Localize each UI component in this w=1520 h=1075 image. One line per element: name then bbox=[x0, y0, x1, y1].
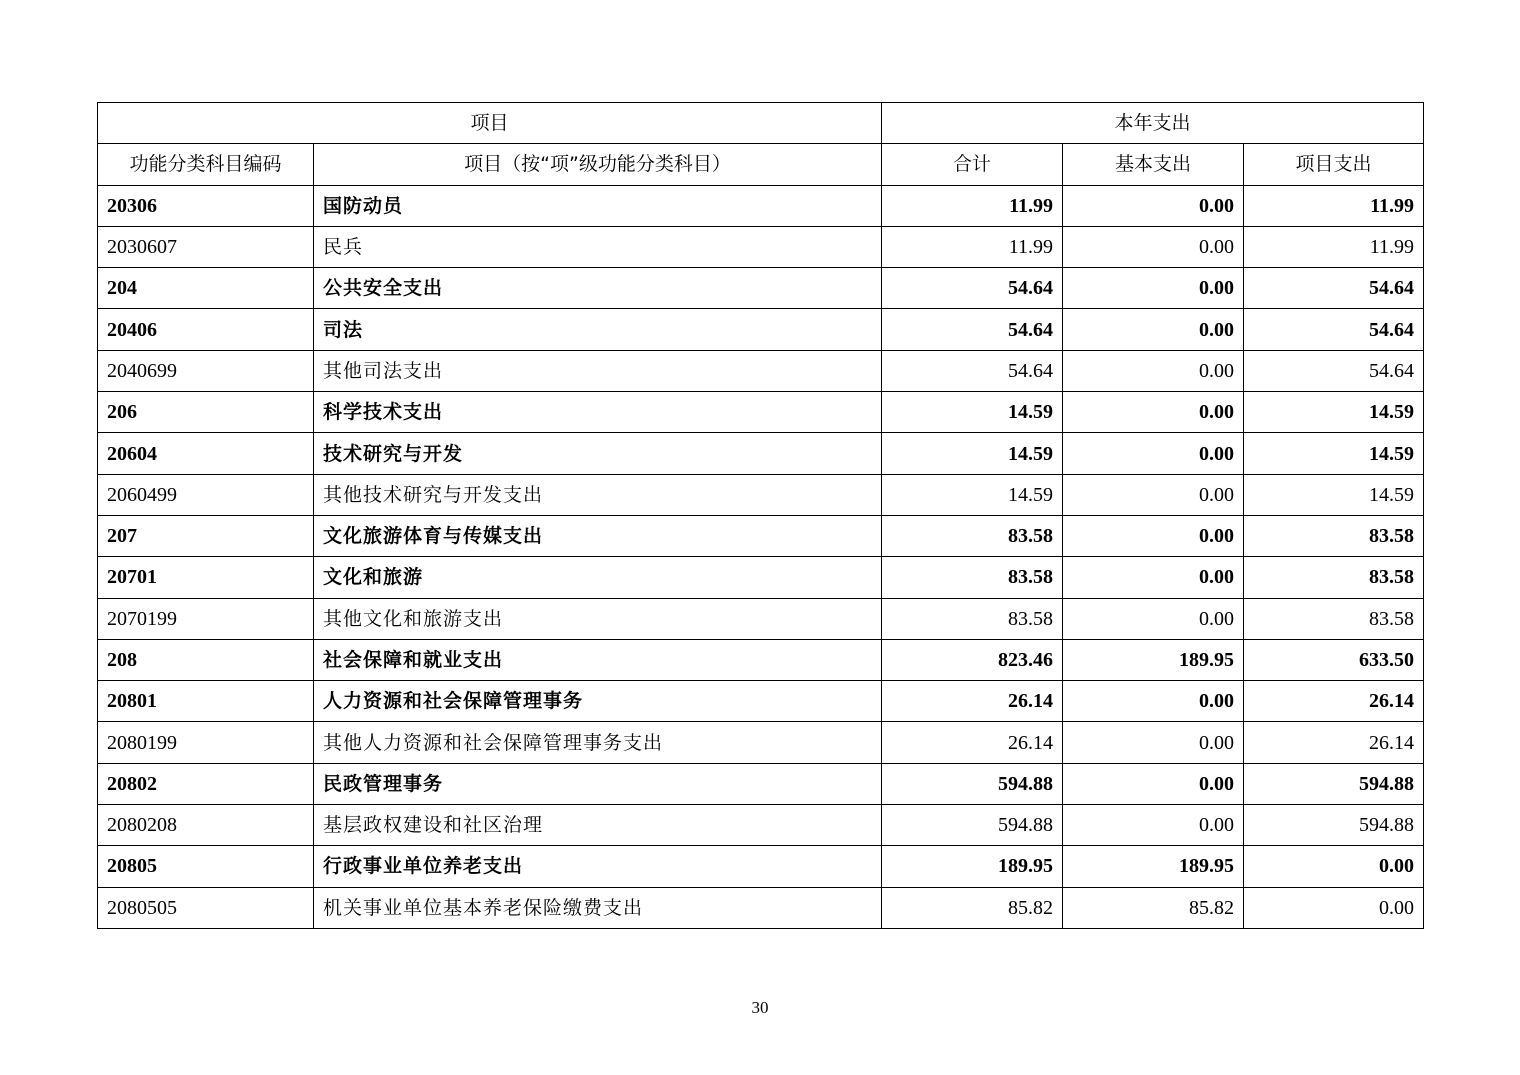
row-program: 594.88 bbox=[1244, 805, 1424, 846]
row-name: 司法 bbox=[314, 309, 882, 350]
row-code: 20802 bbox=[98, 763, 314, 804]
row-program: 54.64 bbox=[1244, 268, 1424, 309]
row-program: 83.58 bbox=[1244, 515, 1424, 556]
row-program: 83.58 bbox=[1244, 598, 1424, 639]
row-basic: 0.00 bbox=[1063, 805, 1244, 846]
table-body bbox=[98, 185, 1424, 928]
row-name: 文化旅游体育与传媒支出 bbox=[314, 515, 882, 556]
table-row bbox=[98, 309, 1424, 350]
row-basic: 0.00 bbox=[1063, 557, 1244, 598]
row-name: 文化和旅游 bbox=[314, 557, 882, 598]
row-total: 11.99 bbox=[882, 226, 1063, 267]
row-total: 85.82 bbox=[882, 887, 1063, 928]
row-name: 机关事业单位基本养老保险缴费支出 bbox=[314, 887, 882, 928]
row-basic: 189.95 bbox=[1063, 846, 1244, 887]
row-name: 技术研究与开发 bbox=[314, 433, 882, 474]
table-row bbox=[98, 763, 1424, 804]
row-code: 20406 bbox=[98, 309, 314, 350]
row-basic: 189.95 bbox=[1063, 639, 1244, 680]
header-code: 功能分类科目编码 bbox=[98, 144, 314, 185]
row-code: 2080199 bbox=[98, 722, 314, 763]
row-name: 民政管理事务 bbox=[314, 763, 882, 804]
row-code: 20306 bbox=[98, 185, 314, 226]
row-basic: 85.82 bbox=[1063, 887, 1244, 928]
table-row bbox=[98, 598, 1424, 639]
table-row bbox=[98, 639, 1424, 680]
header-project: 项目 bbox=[98, 103, 882, 144]
row-total: 54.64 bbox=[882, 309, 1063, 350]
row-name: 其他人力资源和社会保障管理事务支出 bbox=[314, 722, 882, 763]
row-code: 2080208 bbox=[98, 805, 314, 846]
row-basic: 0.00 bbox=[1063, 350, 1244, 391]
row-total: 189.95 bbox=[882, 846, 1063, 887]
row-basic: 0.00 bbox=[1063, 598, 1244, 639]
row-program: 633.50 bbox=[1244, 639, 1424, 680]
row-total: 823.46 bbox=[882, 639, 1063, 680]
row-program: 14.59 bbox=[1244, 474, 1424, 515]
row-name: 国防动员 bbox=[314, 185, 882, 226]
row-total: 14.59 bbox=[882, 433, 1063, 474]
header-program: 项目支出 bbox=[1244, 144, 1424, 185]
page-number: 30 bbox=[751, 998, 769, 1017]
expenditure-table bbox=[97, 102, 1424, 929]
row-program: 54.64 bbox=[1244, 350, 1424, 391]
row-total: 54.64 bbox=[882, 350, 1063, 391]
row-program: 594.88 bbox=[1244, 763, 1424, 804]
row-total: 54.64 bbox=[882, 268, 1063, 309]
row-total: 594.88 bbox=[882, 805, 1063, 846]
table-row bbox=[98, 887, 1424, 928]
row-basic: 0.00 bbox=[1063, 474, 1244, 515]
header-total: 合计 bbox=[882, 144, 1063, 185]
row-code: 20801 bbox=[98, 681, 314, 722]
table-row bbox=[98, 392, 1424, 433]
table-row bbox=[98, 185, 1424, 226]
row-basic: 0.00 bbox=[1063, 433, 1244, 474]
row-total: 26.14 bbox=[882, 681, 1063, 722]
row-code: 20701 bbox=[98, 557, 314, 598]
table-row bbox=[98, 846, 1424, 887]
row-name: 其他文化和旅游支出 bbox=[314, 598, 882, 639]
row-program: 11.99 bbox=[1244, 185, 1424, 226]
row-name: 人力资源和社会保障管理事务 bbox=[314, 681, 882, 722]
row-basic: 0.00 bbox=[1063, 392, 1244, 433]
header-current-year: 本年支出 bbox=[882, 103, 1424, 144]
row-basic: 0.00 bbox=[1063, 226, 1244, 267]
row-program: 0.00 bbox=[1244, 887, 1424, 928]
row-basic: 0.00 bbox=[1063, 309, 1244, 350]
row-program: 14.59 bbox=[1244, 392, 1424, 433]
row-basic: 0.00 bbox=[1063, 681, 1244, 722]
row-total: 14.59 bbox=[882, 392, 1063, 433]
row-code: 20805 bbox=[98, 846, 314, 887]
row-basic: 0.00 bbox=[1063, 268, 1244, 309]
row-code: 2040699 bbox=[98, 350, 314, 391]
row-total: 26.14 bbox=[882, 722, 1063, 763]
row-name: 其他司法支出 bbox=[314, 350, 882, 391]
table-row bbox=[98, 515, 1424, 556]
row-name: 民兵 bbox=[314, 226, 882, 267]
table-row bbox=[98, 226, 1424, 267]
row-total: 83.58 bbox=[882, 598, 1063, 639]
row-name: 行政事业单位养老支出 bbox=[314, 846, 882, 887]
header-item: 项目（按“项”级功能分类科目） bbox=[314, 144, 882, 185]
row-code: 207 bbox=[98, 515, 314, 556]
row-program: 11.99 bbox=[1244, 226, 1424, 267]
row-program: 26.14 bbox=[1244, 681, 1424, 722]
row-total: 11.99 bbox=[882, 185, 1063, 226]
table-row bbox=[98, 433, 1424, 474]
row-code: 2030607 bbox=[98, 226, 314, 267]
row-name: 科学技术支出 bbox=[314, 392, 882, 433]
table-row bbox=[98, 350, 1424, 391]
table-row bbox=[98, 805, 1424, 846]
row-basic: 0.00 bbox=[1063, 722, 1244, 763]
table-row bbox=[98, 681, 1424, 722]
row-name: 社会保障和就业支出 bbox=[314, 639, 882, 680]
row-name: 基层政权建设和社区治理 bbox=[314, 805, 882, 846]
row-code: 206 bbox=[98, 392, 314, 433]
row-code: 2060499 bbox=[98, 474, 314, 515]
row-program: 83.58 bbox=[1244, 557, 1424, 598]
header-row-1 bbox=[98, 103, 1424, 144]
row-total: 14.59 bbox=[882, 474, 1063, 515]
row-basic: 0.00 bbox=[1063, 185, 1244, 226]
row-total: 83.58 bbox=[882, 515, 1063, 556]
row-name: 公共安全支出 bbox=[314, 268, 882, 309]
row-basic: 0.00 bbox=[1063, 515, 1244, 556]
row-total: 594.88 bbox=[882, 763, 1063, 804]
table-row bbox=[98, 722, 1424, 763]
table-row bbox=[98, 268, 1424, 309]
row-program: 26.14 bbox=[1244, 722, 1424, 763]
row-basic: 0.00 bbox=[1063, 763, 1244, 804]
row-code: 2080505 bbox=[98, 887, 314, 928]
row-name: 其他技术研究与开发支出 bbox=[314, 474, 882, 515]
row-total: 83.58 bbox=[882, 557, 1063, 598]
row-program: 0.00 bbox=[1244, 846, 1424, 887]
row-program: 14.59 bbox=[1244, 433, 1424, 474]
table-row bbox=[98, 557, 1424, 598]
row-program: 54.64 bbox=[1244, 309, 1424, 350]
row-code: 204 bbox=[98, 268, 314, 309]
header-basic: 基本支出 bbox=[1063, 144, 1244, 185]
header-row-2 bbox=[98, 144, 1424, 185]
table-row bbox=[98, 474, 1424, 515]
row-code: 20604 bbox=[98, 433, 314, 474]
row-code: 2070199 bbox=[98, 598, 314, 639]
row-code: 208 bbox=[98, 639, 314, 680]
